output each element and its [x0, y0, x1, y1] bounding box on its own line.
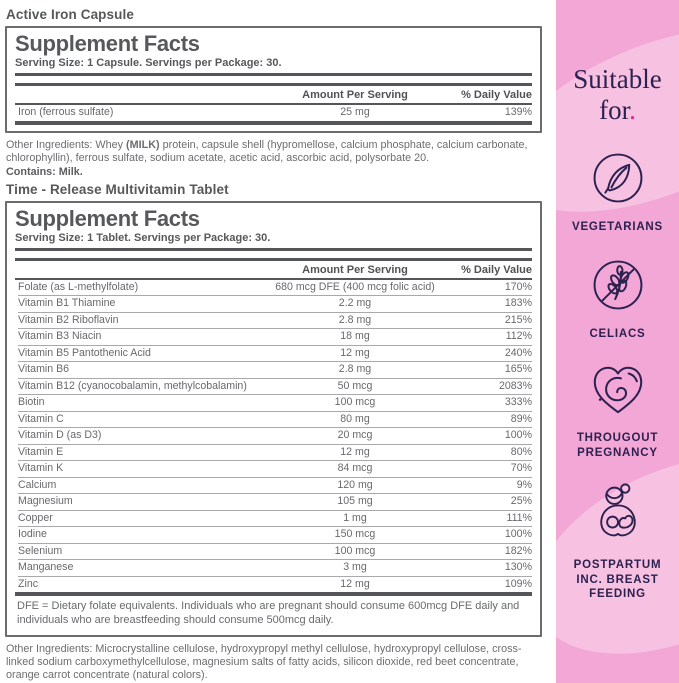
badge-pregnancy	[562, 359, 674, 460]
nutrient-name: Vitamin B6	[18, 363, 70, 375]
nutrient-daily-value: 182%	[504, 544, 532, 557]
badge-label: THROUGOUT PREGNANCY	[576, 432, 659, 459]
product-title-iron: Active Iron Capsule	[6, 7, 134, 22]
nutrient-amount: 84 mcg	[337, 462, 373, 474]
nutrient-daily-value: 109%	[504, 577, 532, 590]
nutrient-row	[18, 105, 532, 121]
panel1-title: Supplement Facts	[15, 31, 200, 56]
nutrient-row	[18, 559, 532, 576]
nutrient-row	[18, 427, 532, 444]
thick-divider	[15, 248, 532, 261]
heading-word: for	[599, 95, 630, 125]
nutrient-daily-value: 89%	[510, 412, 532, 425]
nutrient-name: Vitamin C	[18, 412, 64, 425]
nutrient-row	[18, 576, 532, 593]
panel2-table-header	[15, 261, 532, 278]
nutrient-name: Iron (ferrous sulfate)	[18, 106, 114, 118]
product-title-multivitamin: Time - Release Multivitamin Tablet	[6, 181, 229, 197]
nutrient-row	[18, 394, 532, 411]
nutrient-daily-value: 139%	[504, 106, 532, 118]
nutrient-name: Selenium	[18, 544, 63, 557]
nutrient-row	[18, 328, 532, 345]
nutrient-daily-value: 112%	[505, 330, 532, 342]
nutrient-row	[18, 493, 532, 510]
other-ingredients-iron	[6, 139, 542, 165]
nutrient-name: Vitamin B1 Thiamine	[18, 297, 116, 309]
fetus-heart-icon	[585, 359, 651, 419]
badge-label: VEGETARIANS	[571, 221, 663, 233]
nutrient-daily-value: 111%	[506, 511, 532, 524]
badge-label: POSTPARTUM INC. BREAST FEEDING	[573, 559, 662, 600]
suitable-for-heading	[573, 64, 662, 126]
nutrient-daily-value: 165%	[504, 363, 532, 375]
nutrient-daily-value: 9%	[516, 478, 532, 491]
nutrient-amount: 20 mcg	[337, 429, 373, 441]
badge-label: CELIACS	[589, 327, 646, 340]
nutrient-name: Vitamin B5 Pantothenic Acid	[18, 346, 151, 359]
nutrient-amount: 2.8 mg	[338, 363, 372, 375]
supplement-facts-panel-iron	[5, 26, 542, 133]
facts-column	[5, 0, 542, 682]
nutrient-row	[18, 312, 532, 329]
thick-divider	[15, 73, 532, 86]
nutrient-amount: 100 mcg	[334, 396, 376, 408]
panel2-rows	[15, 280, 532, 593]
nutrient-daily-value: 100%	[504, 429, 532, 441]
nutrient-daily-value: 183%	[504, 297, 532, 309]
nutrient-row	[18, 543, 532, 560]
nutrient-name: Vitamin B2 Riboflavin	[18, 313, 119, 326]
nutrient-amount: 12 mg	[340, 346, 370, 359]
contains-statement: Contains: Milk.	[6, 165, 83, 178]
nutrient-daily-value: 80%	[510, 445, 532, 458]
nutrient-amount: 3 mg	[343, 561, 367, 573]
nutrient-daily-value: 100%	[504, 528, 532, 540]
no-wheat-icon	[588, 255, 648, 315]
leaf-icon	[588, 148, 648, 208]
nutrient-daily-value: 2083%	[499, 379, 532, 392]
nutrient-amount: 25 mg	[340, 106, 370, 118]
nutrient-amount: 12 mg	[340, 445, 370, 458]
nutrient-daily-value: 333%	[504, 396, 532, 408]
nutrient-amount: 2.2 mg	[338, 297, 372, 309]
nutrient-row	[18, 295, 532, 312]
nutrient-row	[18, 460, 532, 477]
panel2-title: Supplement Facts	[15, 205, 200, 231]
nutrient-amount: 1 mg	[343, 511, 367, 524]
nutrient-amount: 18 mg	[340, 330, 370, 342]
nutrient-amount: 150 mcg	[334, 528, 376, 540]
nutrient-name: Vitamin B12 (cyanocobalamin, methylcobalamin)	[18, 379, 247, 392]
nutrient-row	[18, 378, 532, 395]
nutrient-daily-value: 130%	[504, 561, 532, 573]
nutrient-row	[18, 526, 532, 543]
mother-baby-icon	[589, 480, 647, 546]
nutrient-amount: 100 mcg	[334, 544, 376, 557]
nutrient-name: Vitamin E	[18, 445, 64, 458]
heading-period: .	[629, 95, 636, 125]
nutrient-name: Zinc	[18, 577, 39, 590]
nutrient-row	[18, 510, 532, 527]
nutrient-name: Vitamin K	[18, 462, 64, 474]
nutrient-row	[18, 280, 532, 296]
nutrient-name: Iodine	[18, 528, 47, 540]
heading-word: Suitable	[573, 64, 662, 94]
nutrient-amount: 80 mg	[340, 412, 370, 425]
nutrient-daily-value: 170%	[504, 280, 532, 293]
column-header-amount: Amount Per Serving	[302, 263, 408, 276]
nutrient-name: Folate (as L-methylfolate)	[18, 280, 139, 293]
dfe-footnote: DFE = Dietary folate equivalents. Individuals who are pregnant should consume 600mcg DFE daily and individuals who are breastfeeding should consume 500mcg daily.	[17, 600, 520, 626]
nutrient-name: Calcium	[18, 478, 57, 491]
supplement-facts-panel-multivitamin	[5, 201, 542, 638]
nutrient-daily-value: 215%	[504, 313, 532, 326]
nutrient-name: Manganese	[18, 561, 74, 573]
nutrient-daily-value: 70%	[510, 462, 532, 474]
nutrient-row	[18, 477, 532, 494]
nutrient-name: Biotin	[18, 396, 45, 408]
nutrient-amount: 120 mg	[337, 478, 373, 491]
column-header-daily-value: % Daily Value	[461, 263, 532, 276]
nutrient-name: Copper	[18, 511, 53, 524]
nutrient-amount: 50 mcg	[337, 379, 373, 392]
nutrient-row	[18, 345, 532, 362]
nutrient-name: Magnesium	[18, 495, 73, 507]
nutrient-name: Vitamin B3 Niacin	[18, 330, 102, 342]
column-header-amount: Amount Per Serving	[302, 89, 408, 101]
nutrient-amount: 12 mg	[340, 577, 370, 590]
nutrient-daily-value: 25%	[510, 495, 532, 507]
suitable-for-sidebar	[556, 0, 679, 683]
ingredients-text-cont: protein, capsule shell (hypromellose, calcium phosphate, calcium carbonate, chlorophyllin), ferrous sulfate, sodium acetate, acetic acid, ascorbic acid, polysorbate 20.	[6, 138, 528, 164]
nutrient-amount: 2.8 mg	[338, 313, 372, 326]
panel1-rows	[15, 105, 532, 121]
column-header-daily-value: % Daily Value	[461, 89, 532, 101]
nutrient-name: Vitamin D (as D3)	[18, 429, 102, 441]
panel1-serving-size: Serving Size: 1 Capsule. Servings per Package: 30.	[15, 57, 282, 69]
panel2-serving-size: Serving Size: 1 Tablet. Servings per Package: 30.	[15, 231, 271, 244]
nutrient-daily-value: 240%	[504, 346, 532, 359]
badge-celiacs	[562, 255, 674, 342]
nutrient-row	[18, 361, 532, 378]
nutrient-row	[18, 444, 532, 461]
badge-postpartum	[562, 480, 674, 602]
other-ingredients-multivitamin: Other Ingredients: Microcrystalline cellulose, hydroxypropyl methyl cellulose, hydroxypropyl cellulose, cross-linked sodium carboxymethylcellulose, magnesium salts of fatty acids, silicon dioxide, red beet concentrate, orange carrot concentrate (natural colors).	[6, 643, 522, 681]
panel1-table-header	[15, 86, 532, 103]
nutrient-row	[18, 411, 532, 428]
nutrient-amount: 680 mcg DFE (400 mcg folic acid)	[275, 280, 435, 293]
badge-vegetarians	[562, 148, 674, 235]
ingredients-text: Other Ingredients: Whey	[6, 138, 127, 151]
nutrient-amount: 105 mg	[337, 495, 373, 507]
allergen-milk-bold: (MILK)	[126, 138, 160, 151]
